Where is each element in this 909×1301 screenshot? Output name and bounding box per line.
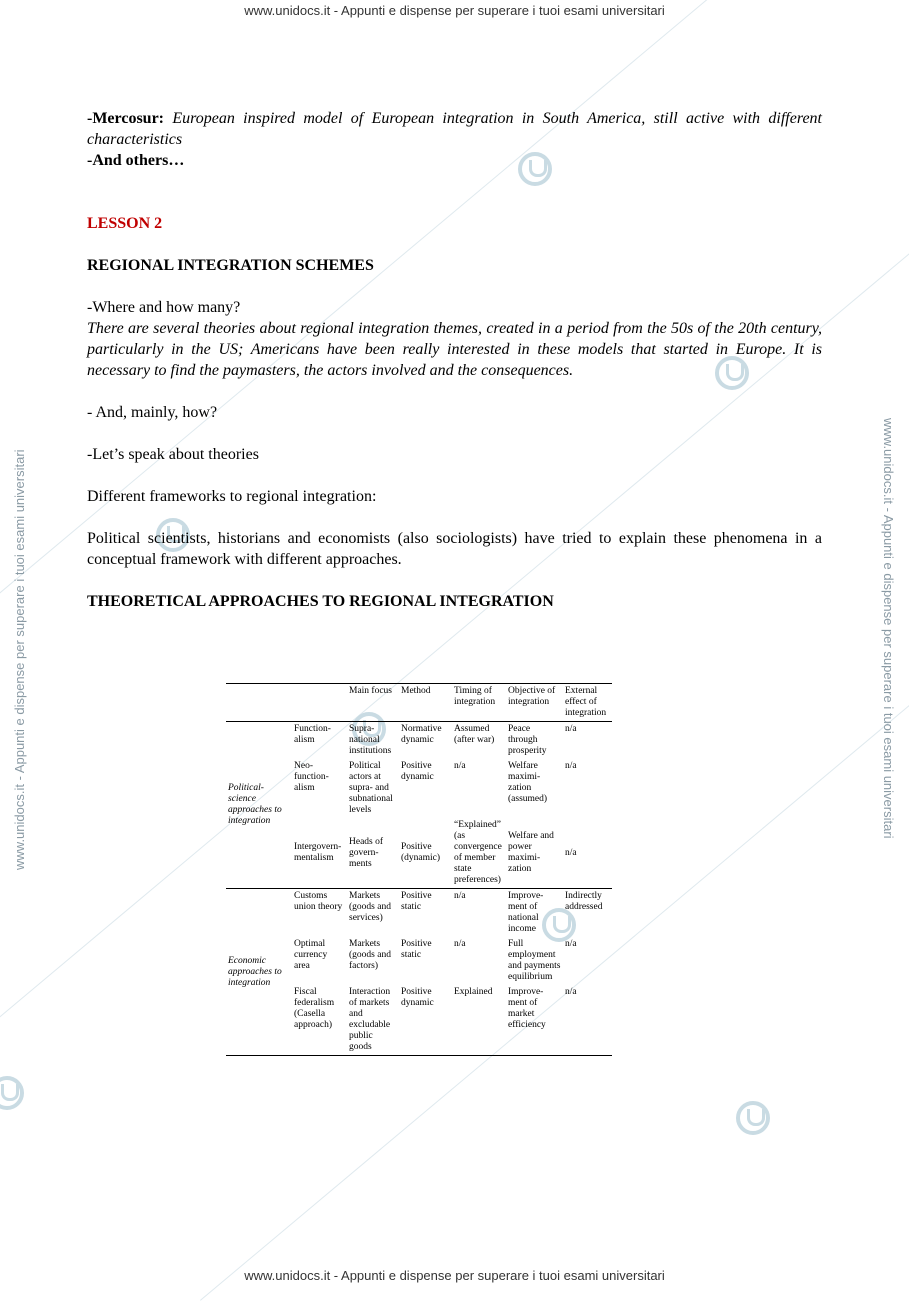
question-where: -Where and how many? (87, 299, 241, 316)
side-watermark-right: www.unidocs.it - Appunti e dispense per superare i tuoi esami universitari (881, 418, 896, 839)
table-cell: Welfare and power maximi-zation (508, 831, 554, 874)
table-group-label: Political-science approaches to integration (228, 783, 282, 826)
table-cell: n/a (565, 847, 577, 858)
table-cell: Customs union theory (294, 891, 343, 912)
table-cell: Interaction of markets and excludable public goods (349, 987, 391, 1052)
table-cell: n/a (454, 939, 466, 949)
table-row (226, 889, 612, 938)
section-heading-theoretical: THEORETICAL APPROACHES TO REGIONAL INTEGRATION (87, 593, 554, 610)
table-cell: Explained (454, 987, 493, 997)
table-cell: Intergovern-mentalism (294, 842, 342, 863)
scientists-paragraph: Political scientists, historians and economists (also sociologists) have tried to explain these phenomena in a conceptual framework with different approaches. (87, 530, 822, 568)
table-header: Main focus (349, 686, 393, 696)
table-cell: n/a (454, 761, 466, 771)
table-header: Method (401, 686, 431, 696)
table-cell: Full employment and payments equilibrium (508, 939, 561, 982)
table-cell: “Explained” (as convergence of member state preferences) (454, 820, 502, 885)
table-cell: Assumed (after war) (454, 724, 495, 745)
table-cell: n/a (454, 891, 466, 901)
and-others: -And others… (87, 152, 185, 169)
section-heading-regional: REGIONAL INTEGRATION SCHEMES (87, 257, 374, 274)
unidocs-logo-icon (0, 1076, 24, 1110)
table-cell: Function-alism (294, 724, 331, 745)
table-header (226, 684, 292, 722)
table-cell: Supra-national institutions (349, 724, 392, 756)
table-group-label: Economic approaches to integration (228, 955, 282, 988)
table-cell: Improve-ment of market efficiency (508, 987, 546, 1030)
table-cell: Political actors at supra- and subnational levels (349, 761, 393, 815)
table-cell: Neo-function-alism (294, 761, 329, 793)
theories-paragraph: There are several theories about regional integration themes, created in a period from the 50s of the 20th century, particularly in the US; Americans have been really interested in these models that started in Europe. It is necessary to find the paymasters, the actors involved and the consequences. (87, 320, 822, 379)
table-cell: Improve-ment of national income (508, 891, 544, 934)
table-cell: Heads of govern-ments (349, 836, 384, 869)
table-header: Objective of integration (508, 686, 556, 707)
theories-intro: -Let’s speak about theories (87, 446, 259, 463)
table-cell: Welfare maximi-zation (assumed) (508, 761, 548, 804)
page-footer[interactable]: www.unidocs.it - Appunti e dispense per superare i tuoi esami universitari (244, 1268, 665, 1283)
table-cell: n/a (565, 724, 577, 734)
table-cell: Markets (goods and services) (349, 891, 391, 923)
side-watermark-left: www.unidocs.it - Appunti e dispense per superare i tuoi esami universitari (12, 449, 27, 870)
table-header: External effect of integration (565, 686, 607, 718)
table-cell: Positive dynamic (401, 987, 434, 1008)
table-row (226, 722, 612, 760)
table-cell: Indirectly addressed (565, 891, 603, 912)
table-cell: Fiscal federalism (Casella approach) (294, 987, 335, 1030)
table-header: Timing of integration (454, 686, 496, 707)
table-cell: Positive static (401, 891, 432, 912)
table-cell: Positive dynamic (401, 761, 434, 782)
question-how: - And, mainly, how? (87, 404, 218, 421)
table-header (292, 684, 347, 722)
document-body (87, 108, 822, 612)
unidocs-logo-icon (736, 1101, 770, 1135)
table-cell: Normative dynamic (401, 724, 442, 745)
mercosur-text: European inspired model of European integration in South America, still active with different characteristics (87, 110, 823, 148)
table-cell: n/a (565, 939, 577, 949)
page-header[interactable]: www.unidocs.it - Appunti e dispense per superare i tuoi esami universitari (244, 3, 665, 18)
table-cell: n/a (565, 761, 577, 771)
mercosur-label: -Mercosur: (87, 110, 173, 127)
table-cell: Peace through prosperity (508, 724, 547, 756)
table-header-row (226, 684, 612, 722)
mercosur-paragraph (87, 108, 822, 150)
theoretical-approaches-table (226, 683, 612, 1056)
table-cell: Positive (dynamic) (401, 842, 441, 863)
table-cell: Optimal currency area (294, 939, 328, 971)
table-cell: Markets (goods and factors) (349, 939, 391, 971)
lesson-title: LESSON 2 (87, 215, 163, 232)
frameworks-line: Different frameworks to regional integration: (87, 488, 377, 505)
table-cell: n/a (565, 987, 577, 997)
table-cell: Positive static (401, 939, 432, 960)
